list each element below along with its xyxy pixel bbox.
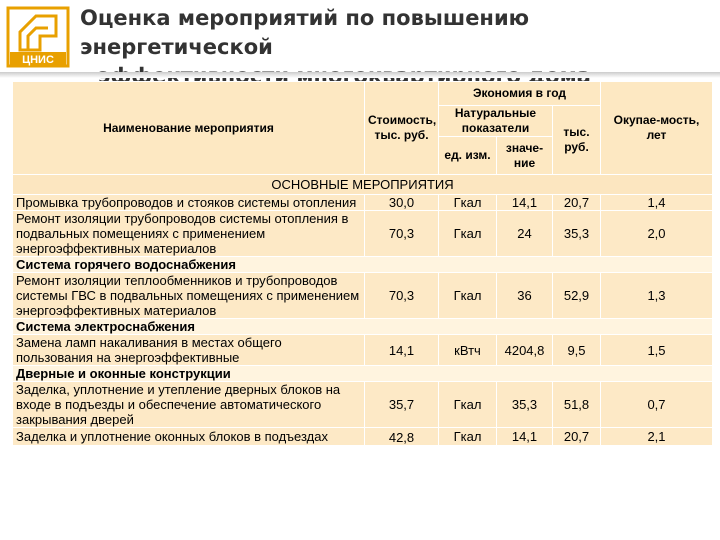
measure-rub: 20,7 — [553, 195, 601, 211]
measure-value: 14,1 — [497, 428, 553, 446]
title-line-1: Оценка мероприятий по повышению энергетической — [80, 6, 530, 59]
measure-rub: 20,7 — [553, 428, 601, 446]
measure-value: 35,3 — [497, 382, 553, 428]
measure-value: 14,1 — [497, 195, 553, 211]
measure-value: 4204,8 — [497, 335, 553, 366]
measure-value: 36 — [497, 273, 553, 319]
measure-name: Промывка трубопроводов и стояков системы отопления — [13, 195, 365, 211]
table-row — [13, 382, 713, 428]
header-natural: Натуральные показатели — [439, 106, 553, 137]
table-row — [13, 335, 713, 366]
table-row — [13, 211, 713, 257]
group-hot-water: Система горячего водоснабжения — [13, 257, 713, 273]
measure-cost: 70,3 — [365, 273, 439, 319]
title-divider — [0, 72, 720, 78]
measure-name: Заделка, уплотнение и утепление дверных блоков на входе в подъезды и обеспечение автоматического закрывания дверей — [13, 382, 365, 428]
measure-rub: 51,8 — [553, 382, 601, 428]
header-cost: Стоимость, тыс. руб. — [365, 82, 439, 175]
header-name: Наименование мероприятия — [13, 82, 365, 175]
cnis-logo — [6, 6, 70, 68]
section-title: ОСНОВНЫЕ МЕРОПРИЯТИЯ — [13, 175, 713, 195]
table-row — [13, 273, 713, 319]
measure-value: 24 — [497, 211, 553, 257]
measure-name: Ремонт изоляции трубопроводов системы отопления в подвальных помещениях с применением энергоэффективных материалов — [13, 211, 365, 257]
logo-text: ЦНИС — [22, 54, 54, 66]
measure-name: Заделка и уплотнение оконных блоков в подъездах — [13, 428, 365, 446]
measure-payback: 1,5 — [601, 335, 713, 366]
measure-cost: 42,8 — [365, 428, 439, 446]
measure-payback: 1,4 — [601, 195, 713, 211]
measures-table — [12, 81, 713, 446]
measure-name: Ремонт изоляции теплообменников и трубопроводов системы ГВС в подвальных помещениях с применением энергоэффективных материалов — [13, 273, 365, 319]
group-power: Система электроснабжения — [13, 319, 713, 335]
measure-payback: 2,0 — [601, 211, 713, 257]
table-row — [13, 428, 713, 446]
measure-unit: Гкал — [439, 211, 497, 257]
measure-unit: кВтч — [439, 335, 497, 366]
header-rub: тыс. руб. — [553, 106, 601, 175]
measure-payback: 1,3 — [601, 273, 713, 319]
group-doors: Дверные и оконные конструкции — [13, 366, 713, 382]
measure-unit: Гкал — [439, 382, 497, 428]
measure-unit: Гкал — [439, 195, 497, 211]
measure-cost: 70,3 — [365, 211, 439, 257]
measure-name: Замена ламп накаливания в местах общего пользования на энергоэффективные — [13, 335, 365, 366]
measure-unit: Гкал — [439, 273, 497, 319]
measure-cost: 14,1 — [365, 335, 439, 366]
measure-unit: Гкал — [439, 428, 497, 446]
measure-rub: 9,5 — [553, 335, 601, 366]
header-value: значе-ние — [497, 137, 553, 175]
measure-rub: 52,9 — [553, 273, 601, 319]
measure-cost: 35,7 — [365, 382, 439, 428]
header-economy: Экономия в год — [439, 82, 601, 106]
header-unit: ед. изм. — [439, 137, 497, 175]
table-row — [13, 195, 713, 211]
measure-payback: 2,1 — [601, 428, 713, 446]
measure-cost: 30,0 — [365, 195, 439, 211]
header-payback: Окупае-мость, лет — [601, 82, 713, 175]
measure-rub: 35,3 — [553, 211, 601, 257]
measure-payback: 0,7 — [601, 382, 713, 428]
